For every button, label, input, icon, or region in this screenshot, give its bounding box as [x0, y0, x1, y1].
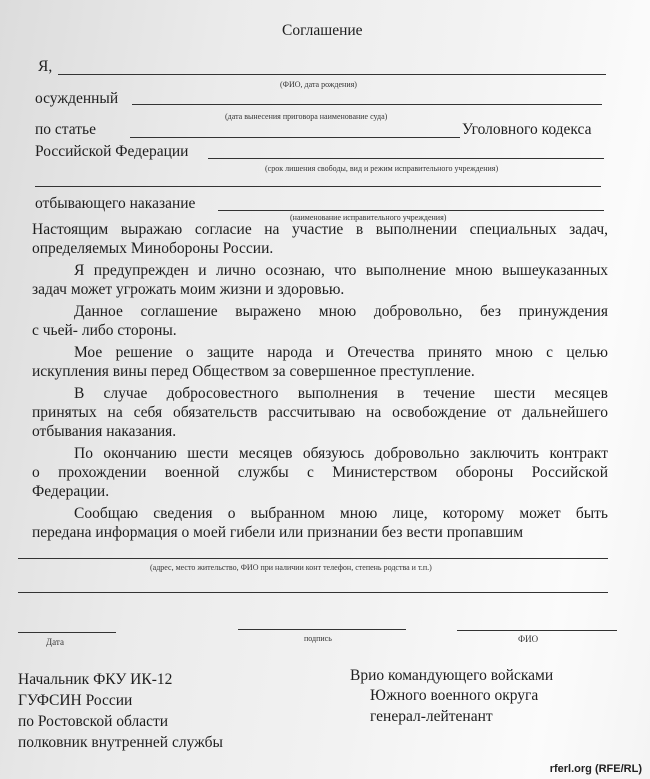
blank-line	[35, 186, 601, 187]
fio-caption: ФИО	[518, 634, 539, 644]
convicted-line	[132, 104, 602, 105]
right-signatory-line: Южного военного округа	[370, 687, 539, 704]
code-label: Уголовного кодекса	[462, 121, 592, 138]
body-line: В случае добросовестного выполнения в течение шести месяцев	[74, 385, 608, 402]
sign-caption: подпись	[304, 634, 332, 643]
body-line: отбывания наказания.	[32, 423, 177, 440]
body-line: передана информация о моей гибели или признании без вести пропавшим	[32, 524, 524, 541]
body-line: определяемых Минобороны России.	[32, 240, 274, 257]
body-line: о прохождении военной службы с Министерством обороны Российской	[32, 464, 608, 481]
contact-line	[18, 558, 608, 559]
serving-label: отбывающего наказание	[35, 195, 196, 212]
right-signatory-line: Врио командующего войсками	[350, 667, 554, 684]
convicted-label: осужденный	[35, 90, 119, 107]
term-line	[208, 158, 604, 159]
body-line: искупления вины перед Обществом за совершенное преступление.	[32, 363, 475, 380]
body-line: Федерации.	[32, 483, 110, 500]
body-line: Мое решение о защите народа и Отечества принято мною с целью	[74, 344, 608, 361]
date-caption: Дата	[46, 637, 64, 647]
body-line: Сообщаю сведения о выбранном мною лице, которому может быть	[74, 505, 608, 522]
sign-line	[238, 629, 406, 630]
name-caption: (ФИО, дата рождения)	[280, 80, 357, 89]
left-signatory-line: по Ростовской области	[18, 713, 169, 730]
left-signatory-line: Начальник ФКУ ИК-12	[18, 671, 173, 688]
document-title: Соглашение	[282, 22, 363, 39]
serving-caption: (наименование исправительного учреждения)	[290, 213, 447, 222]
body-line: По окончанию шести месяцев обязуюсь добровольно заключить контракт	[74, 445, 608, 462]
body-line: Настоящим выражаю согласие на участие в выполнении специальных задач,	[32, 221, 608, 238]
contact-caption: (адрес, место жительство, ФИО при наличии конт телефон, степень родства и т.п.)	[150, 563, 432, 572]
federation-label: Российской Федерации	[35, 143, 189, 160]
body-line: принятых на себя обязательств рассчитываю на освобождение от дальнейшего	[32, 404, 608, 421]
contact-line-2	[18, 592, 608, 593]
body-line: Я предупрежден и лично осознаю, что выполнение мною вышеуказанных	[74, 262, 608, 279]
body-line: задач может угрожать моим жизни и здоровью.	[32, 281, 345, 298]
term-caption: (срок лишения свободы, вид и режим исправительного учреждения)	[265, 164, 499, 173]
fio-line	[457, 630, 617, 631]
body-line: Данное соглашение выражено мною добровольно, без принуждения	[74, 303, 608, 320]
convicted-caption: (дата вынесения приговора наименование суда)	[225, 112, 388, 121]
left-signatory-line: ГУФСИН России	[18, 692, 133, 709]
serving-line	[218, 210, 604, 211]
name-line	[58, 74, 606, 75]
article-line	[130, 137, 460, 138]
article-label: по статье	[35, 121, 96, 138]
right-signatory-line: генерал-лейтенант	[370, 708, 493, 725]
watermark: rferl.org (RFE/RL)	[549, 763, 642, 775]
left-signatory-line: полковник внутренней службы	[18, 734, 223, 751]
ya-label: Я,	[38, 58, 53, 75]
body-line: с чьей- либо стороны.	[32, 322, 177, 339]
date-line	[18, 632, 116, 633]
